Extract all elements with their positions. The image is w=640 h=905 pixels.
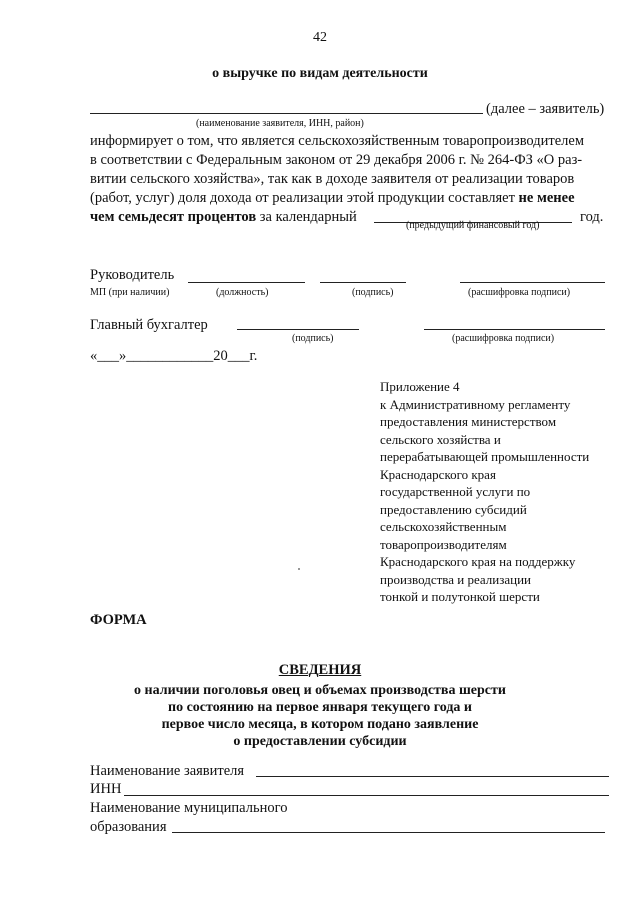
accountant-signature-caption: (подпись) <box>292 333 334 344</box>
paragraph-line <box>90 189 610 208</box>
appendix-line: предоставления министерством <box>380 414 557 429</box>
paragraph-emphasis: чем семьдесят процентов <box>90 209 257 225</box>
paragraph-text: (работ, услуг) доля дохода от реализации этой продукции составляет <box>90 190 515 206</box>
accountant-label: Главный бухгалтер <box>90 317 208 333</box>
inn-label: ИНН <box>90 781 122 797</box>
statement-paragraph <box>90 132 610 227</box>
signature-caption: (подпись) <box>352 287 394 298</box>
inn-field <box>124 795 609 796</box>
appendix-block <box>380 378 620 606</box>
paragraph-emphasis: не менее <box>518 190 575 206</box>
svedeniya-line: первое число месяца, в котором подано заявление <box>161 717 479 732</box>
accountant-decryption-caption: (расшифровка подписи) <box>452 333 555 344</box>
date-line: «___»____________20___г. <box>90 348 258 364</box>
decryption-blank <box>460 282 605 283</box>
appendix-line: Краснодарского края <box>380 466 496 482</box>
applicant-caption: (наименование заявителя, ИНН, район) <box>196 118 364 129</box>
position-blank <box>188 282 305 283</box>
paragraph-line: в соответствии с Федеральным законом от 29 декабря 2006 г. № 264-ФЗ «О раз- <box>90 152 583 168</box>
appendix-line: товаропроизводителям <box>380 536 507 552</box>
appendix-line: к Административному регламенту <box>380 396 571 412</box>
appendix-line: Приложение 4 <box>380 379 460 394</box>
municipality-field <box>172 832 605 833</box>
paragraph-line: информирует о том, что является сельскохозяйственным товаропроизводителем <box>90 133 585 149</box>
document-heading: о выручке по видам деятельности <box>212 66 428 81</box>
scan-speck <box>298 568 300 570</box>
mp-label: МП (при наличии) <box>90 287 170 298</box>
municipality-label-2: образования <box>90 819 167 835</box>
position-caption: (должность) <box>216 287 269 298</box>
paragraph-line: витии сельского хозяйства», так как в доходе заявителя от реализации товаров <box>90 171 575 187</box>
svedeniya-line: по состоянию на первое января текущего года и <box>168 700 472 715</box>
applicant-name-blank <box>90 113 483 114</box>
page-number: 42 <box>313 30 327 45</box>
applicant-name-field <box>256 776 609 777</box>
accountant-signature-blank <box>237 329 359 330</box>
applicant-suffix: (далее – заявитель) <box>486 101 605 117</box>
appendix-line: тонкой и полутонкой шерсти <box>380 589 540 604</box>
financial-year-caption: (предыдущий финансовый год) <box>406 220 540 231</box>
form-label: ФОРМА <box>90 612 147 628</box>
svedeniya-line: о наличии поголовья овец и объемах производства шерсти <box>134 683 506 698</box>
signature-blank <box>320 282 406 283</box>
decryption-caption: (расшифровка подписи) <box>468 287 571 298</box>
appendix-line: предоставлению субсидий <box>380 501 527 517</box>
applicant-name-label: Наименование заявителя <box>90 763 245 779</box>
paragraph-text: за календарный <box>259 209 357 225</box>
svedeniya-title: СВЕДЕНИЯ <box>278 662 362 678</box>
appendix-line: сельского хозяйства и <box>380 431 501 447</box>
svedeniya-line: о предоставлении субсидии <box>233 734 407 749</box>
appendix-line: перерабатывающей промышленности <box>380 449 590 464</box>
paragraph-text: год. <box>580 209 604 225</box>
municipality-label-1: Наименование муниципального <box>90 800 288 816</box>
head-label: Руководитель <box>90 267 175 283</box>
appendix-line: Краснодарского края на поддержку <box>380 554 576 569</box>
svedeniya-subtitle <box>0 682 640 750</box>
appendix-line: сельскохозяйственным <box>380 519 507 534</box>
appendix-line: государственной услуги по <box>380 484 531 499</box>
accountant-decryption-blank <box>424 329 605 330</box>
appendix-line: производства и реализации <box>380 571 532 587</box>
